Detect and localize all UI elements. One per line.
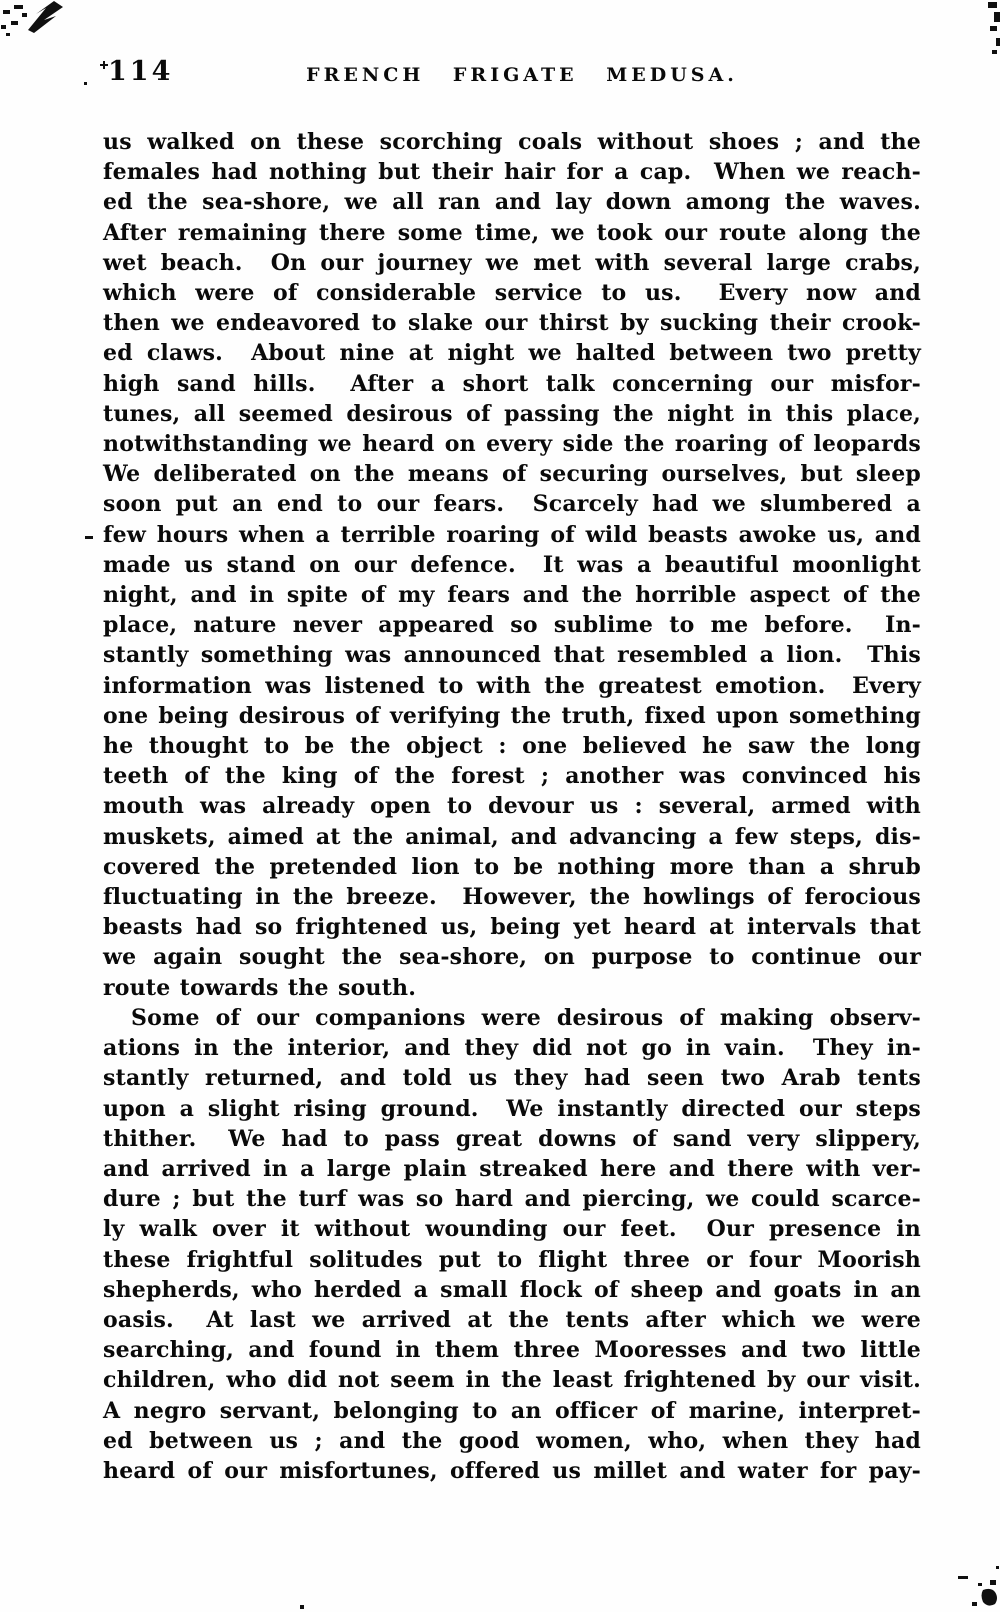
ink-mark-bottom-right	[950, 1555, 1000, 1612]
page-number: 114	[108, 56, 174, 87]
text-line: We deliberated on the means of securing ourselves, but sleep	[103, 461, 921, 488]
ink-speck	[85, 536, 93, 539]
text-line: information was listened to with the greatest emotion. Every	[103, 672, 921, 699]
text-line: searching, and found in them three Mooresses and two little	[103, 1337, 921, 1364]
text-line: which were of considerable service to us. Every now and	[103, 280, 921, 307]
text-line: high sand hills. After a short talk concerning our misfor-	[103, 370, 921, 397]
ink-mark-top-right	[984, 0, 1000, 60]
text-line: ed between us ; and the good women, who, when they had	[103, 1427, 921, 1454]
text-line: route towards the south.	[103, 974, 417, 1001]
text-line: thither. We had to pass great downs of sand very slippery,	[103, 1125, 921, 1152]
text-line: night, and in spite of my fears and the horrible aspect of the	[103, 582, 921, 609]
text-line: wet beach. On our journey we met with several large crabs,	[103, 249, 921, 276]
text-line: us walked on these scorching coals without shoes ; and the	[103, 129, 921, 155]
text-line: fluctuating in the breeze. However, the howlings of ferocious	[103, 884, 921, 911]
text-line: mouth was already open to devour us : several, armed with	[103, 793, 921, 820]
text-line: notwithstanding we heard on every side the roaring of leopards	[103, 431, 921, 458]
text-line: oasis. At last we arrived at the tents after which we were	[103, 1306, 921, 1333]
text-line: made us stand on our defence. It was a beautiful moonlight	[103, 551, 921, 578]
text-line: children, who did not seem in the least frightened by our visit.	[103, 1367, 921, 1394]
paragraph-2	[103, 1003, 921, 1486]
text-line: tunes, all seemed desirous of passing the night in this place,	[103, 400, 921, 427]
text-line: beasts had so frightened us, being yet heard at intervals that	[103, 914, 921, 941]
text-line: these frightful solitudes put to flight three or four Moorish	[103, 1246, 921, 1273]
text-line: upon a slight rising ground. We instantly directed our steps	[103, 1095, 921, 1122]
paragraph-1	[103, 127, 921, 1003]
text-line: few hours when a terrible roaring of wild beasts awoke us, and	[103, 521, 921, 548]
text-line: teeth of the king of the forest ; another was convinced his	[103, 763, 921, 790]
text-line: one being desirous of verifying the truth, fixed upon something	[103, 702, 921, 729]
text-line: he thought to be the object : one believed he saw the long	[103, 733, 921, 760]
text-line: covered the pretended lion to be nothing more than a shrub	[103, 853, 921, 880]
text-line: soon put an end to our fears. Scarcely had we slumbered a	[103, 491, 921, 518]
text-line: we again sought the sea-shore, on purpose to continue our	[103, 944, 921, 971]
text-line: then we endeavored to slake our thirst by sucking their crook-	[103, 310, 921, 337]
body-text	[103, 127, 921, 1486]
text-line: After remaining there some time, we took our route along the	[103, 219, 921, 246]
text-line: ations in the interior, and they did not go in vain. They in-	[103, 1035, 921, 1062]
text-line: Some of our companions were desirous of making observ-	[131, 1004, 921, 1031]
text-line: stantly something was announced that resembled a lion. This	[103, 642, 921, 669]
text-line: place, nature never appeared so sublime to me before. In-	[103, 612, 921, 639]
text-line: heard of our misfortunes, offered us millet and water for pay-	[103, 1457, 921, 1484]
text-line: ly walk over it without wounding our feet. Our presence in	[103, 1216, 921, 1243]
text-line: ed the sea-shore, we all ran and lay down among the waves.	[103, 189, 921, 216]
text-line: muskets, aimed at the animal, and advancing a few steps, dis-	[103, 823, 921, 850]
ink-speck	[300, 1605, 304, 1609]
ink-mark-top-left	[0, 0, 70, 45]
text-line: ed claws. About nine at night we halted between two pretty	[103, 340, 921, 367]
text-line: A negro servant, belonging to an officer of marine, interpret-	[103, 1397, 921, 1424]
text-line: and arrived in a large plain streaked here and there with ver-	[103, 1155, 921, 1182]
text-line: dure ; but the turf was so hard and piercing, we could scarce-	[103, 1186, 921, 1213]
running-header: FRENCH FRIGATE MEDUSA.	[306, 64, 738, 86]
text-line: stantly returned, and told us they had seen two Arab tents	[103, 1065, 921, 1092]
text-line: females had nothing but their hair for a cap. When we reach-	[103, 159, 921, 186]
text-line: shepherds, who herded a small flock of sheep and goats in an	[103, 1276, 921, 1303]
